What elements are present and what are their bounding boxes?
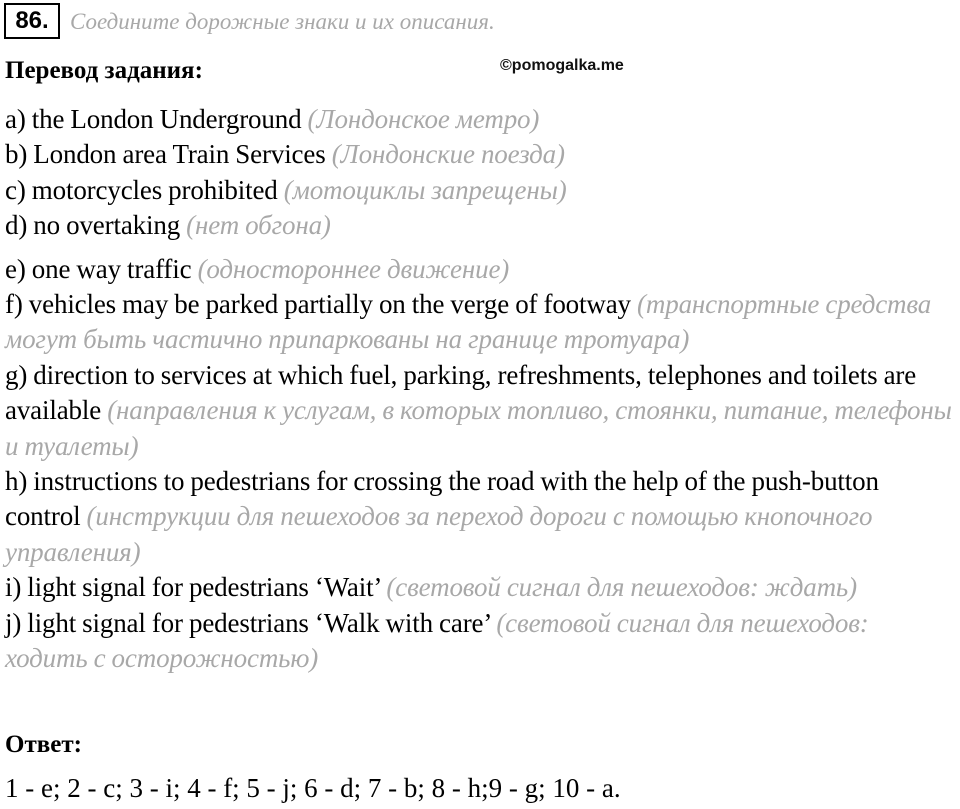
item-english: e) one way traffic: [5, 253, 192, 284]
list-item-g: [5, 358, 957, 464]
list-item-i: [5, 570, 957, 605]
item-english: b) London area Train Services: [5, 139, 326, 170]
item-russian-translation: (одностороннее движение): [197, 253, 510, 284]
list-item-c: [5, 173, 957, 208]
item-english: f) vehicles may be parked partially on the verge of footway: [5, 289, 631, 320]
item-russian-translation: (инструкции для пешеходов за переход дороги с помощью кнопочного управления): [5, 501, 873, 567]
watermark: ©pomogalka.me: [500, 57, 624, 74]
item-russian-translation: (световой сигнал для пешеходов: ждать): [386, 572, 857, 603]
list-item-f: [5, 287, 957, 358]
task-number: 86.: [4, 3, 60, 39]
item-russian-translation: (нет обгона): [186, 210, 331, 241]
item-russian-translation: (транспортные средства могут быть частично припаркованы на границе тротуара): [5, 289, 932, 355]
item-russian-translation: (мотоциклы запрещены): [283, 174, 567, 205]
item-russian-translation: (направления к услугам, в которых топливо, стоянки, питание, телефоны и туалеты): [5, 395, 952, 461]
item-english: i) light signal for pedestrians ‘Wait’: [5, 572, 381, 603]
item-english: h) instructions to pedestrians for crossing the road with the help of the push-button control: [5, 466, 879, 532]
list-item-b: [5, 137, 957, 172]
translation-heading: Перевод задания:: [5, 57, 203, 84]
list-item-a: [5, 102, 957, 137]
answer-heading: Ответ:: [5, 731, 82, 758]
answer-text: 1 - e; 2 - c; 3 - i; 4 - f; 5 - j; 6 - d; 7 - b; 8 - h;9 - g; 10 - a.: [5, 773, 621, 803]
list-item-j: [5, 606, 957, 677]
item-english: a) the London Underground: [5, 104, 302, 134]
item-english: d) no overtaking: [5, 210, 181, 241]
item-english: g) direction to services at which fuel, parking, refreshments, telephones and toilets are available: [5, 359, 917, 426]
item-english: j) light signal for pedestrians ‘Walk with care’: [5, 607, 491, 638]
item-russian-translation: (Лондонское метро): [307, 104, 540, 134]
task-instruction: Соедините дорожные знаки и их описания.: [70, 9, 495, 34]
item-english: c) motorcycles prohibited: [5, 174, 278, 205]
item-russian-translation: (Лондонские поезда): [331, 139, 565, 170]
list-item-h: [5, 464, 957, 570]
translation-list: [5, 102, 957, 677]
list-item-d: [5, 208, 957, 243]
item-russian-translation: (световой сигнал для пешеходов: ходить с осторожностью): [5, 607, 869, 674]
list-item-e: [5, 252, 957, 287]
